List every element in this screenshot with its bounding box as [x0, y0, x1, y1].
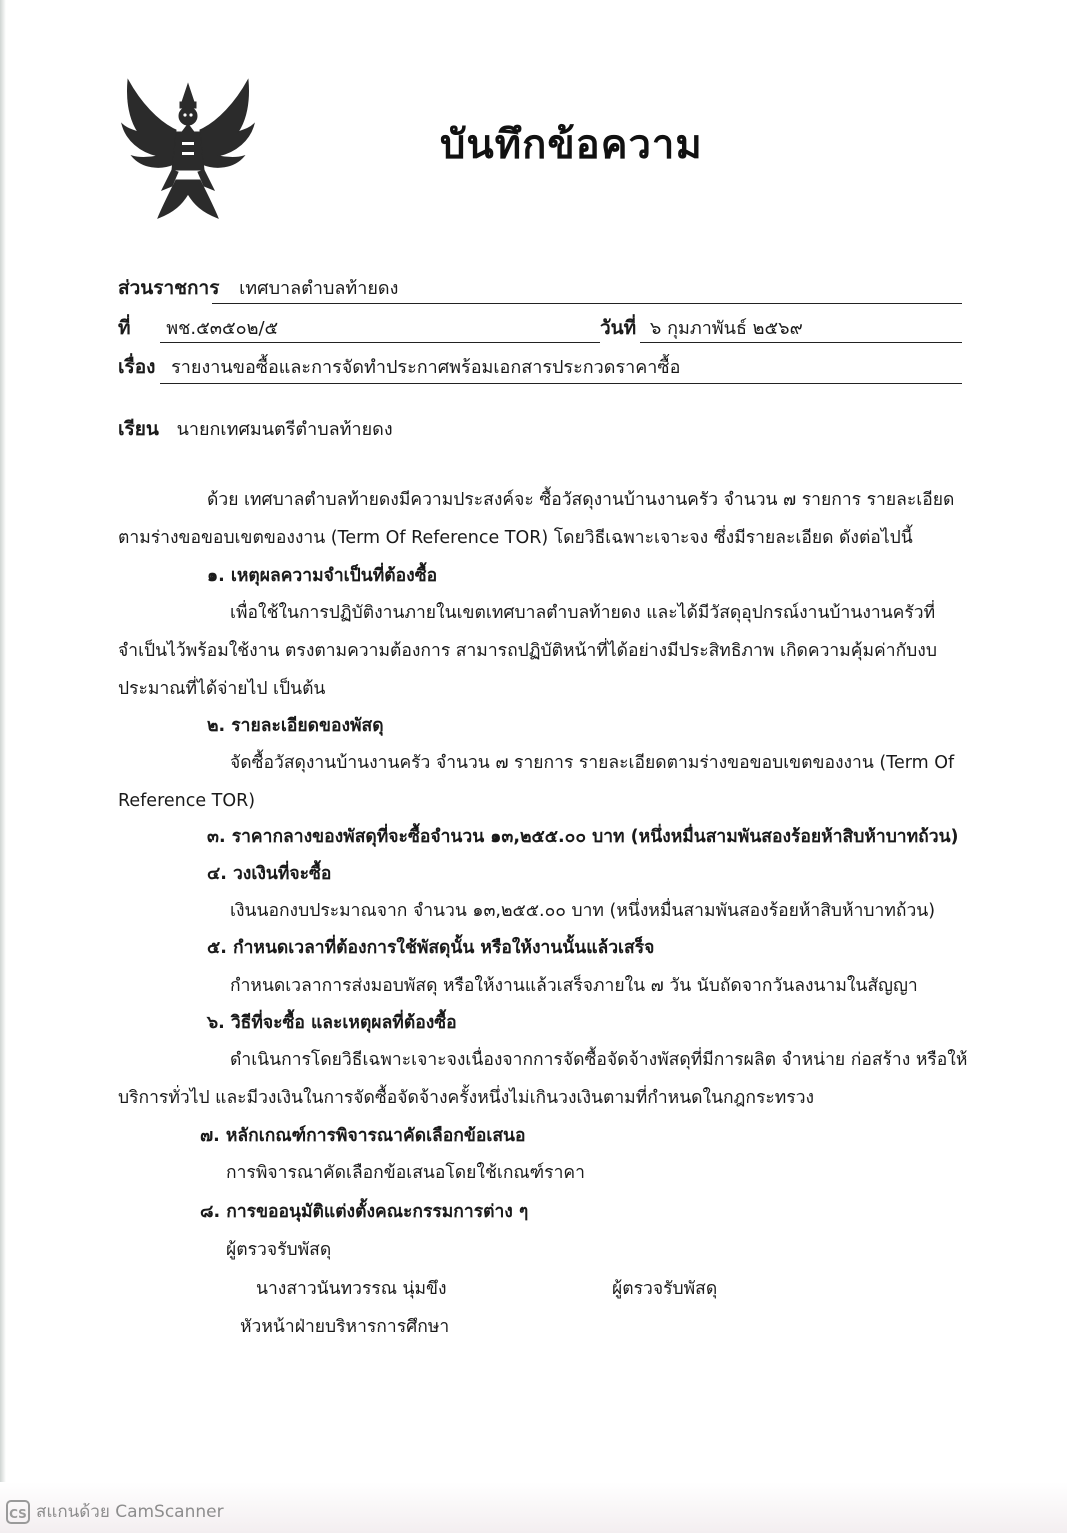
section-5-title: ๕. กำหนดเวลาที่ต้องการใช้พัสดุนั้น หรือให้งานนั้นแล้วเสร็จ — [207, 938, 655, 958]
ref-value: พช.๕๓๕๐๒/๕ — [166, 318, 279, 339]
section-3-title: ๓. ราคากลางของพัสดุที่จะซื้อจำนวน ๑๓,๒๕๕.๐๐ บาท (หนึ่งหมื่นสามพันสองร้อยห้าสิบห้าบาทถ้วน) — [207, 827, 959, 847]
section-1-line-3: ประมาณที่ได้จ่ายไป เป็นต้น — [118, 679, 326, 699]
section-7-title: ๗. หลักเกณฑ์การพิจารณาคัดเลือกข้อเสนอ — [200, 1126, 526, 1146]
section-2-line-1: จัดซื้อวัสดุงานบ้านงานครัว จำนวน ๗ รายการ รายละเอียดตามร่างขอขอบเขตของงาน (Term Of — [230, 753, 955, 773]
ref-row — [118, 313, 278, 343]
section-7-line-1: การพิจารณาคัดเลือกข้อเสนอโดยใช้เกณฑ์ราคา — [226, 1163, 585, 1183]
section-2-line-2: Reference TOR) — [118, 791, 256, 811]
inspector-name: นางสาวนันทวรรณ นุ่มขึง — [256, 1279, 447, 1299]
date-label: วันที่ — [600, 317, 637, 339]
scan-edge-shadow — [0, 0, 6, 1533]
camscanner-text: สแกนด้วย CamScanner — [36, 1502, 224, 1522]
section-8-title: ๘. การขออนุมัติแต่งตั้งคณะกรรมการต่าง ๆ — [200, 1202, 529, 1222]
subject-row — [118, 352, 680, 382]
intro-line-2: ตามร่างขอขอบเขตของงาน (Term Of Reference TOR) โดยวิธีเฉพาะเจาะจง ซึ่งมีรายละเอียด ดังต่อไปนี้ — [118, 528, 913, 548]
section-2-title: ๒. รายละเอียดของพัสดุ — [207, 716, 384, 736]
intro-line-1: ด้วย เทศบาลตำบลท้ายดงมีความประสงค์จะ ซื้อวัสดุงานบ้านงานครัว จำนวน ๗ รายการ รายละเอียด — [207, 490, 955, 510]
subject-value: รายงานขอซื้อและการจัดทำประกาศพร้อมเอกสารประกวดราคาซื้อ — [171, 357, 681, 378]
camscanner-logo-icon: CS — [6, 1500, 30, 1524]
section-4-line-1: เงินนอกงบประมาณจาก จำนวน ๑๓,๒๕๕.๐๐ บาท (หนึ่งหมื่นสามพันสองร้อยห้าสิบห้าบาทถ้วน) — [230, 901, 936, 921]
agency-label: ส่วนราชการ — [118, 277, 220, 299]
agency-row — [118, 273, 398, 303]
section-6-title: ๖. วิธีที่จะซื้อ และเหตุผลที่ต้องซื้อ — [207, 1013, 457, 1033]
subject-label: เรื่อง — [118, 356, 156, 378]
section-8-subtitle: ผู้ตรวจรับพัสดุ — [226, 1240, 332, 1260]
section-1-line-1: เพื่อใช้ในการปฏิบัติงานภายในเขตเทศบาลตำบลท้ายดง และได้มีวัสดุอุปกรณ์งานบ้านงานครัวที่ — [230, 603, 936, 623]
ref-label: ที่ — [118, 317, 131, 339]
to-value: นายกเทศมนตรีตำบลท้ายดง — [176, 419, 393, 440]
date-value: ๖ กุมภาพันธ์ ๒๕๖๙ — [649, 318, 803, 339]
camscanner-watermark — [6, 1498, 224, 1525]
garuda-emblem-icon — [118, 72, 258, 222]
section-1-title: ๑. เหตุผลความจำเป็นที่ต้องซื้อ — [207, 566, 438, 586]
agency-value: เทศบาลตำบลท้ายดง — [239, 278, 399, 299]
ref-underline — [160, 342, 600, 343]
section-6-line-2: บริการทั่วไป และมีวงเงินในการจัดซื้อจัดจ้างครั้งหนึ่งไม่เกินวงเงินตามที่กำหนดในกฎกระทรวง — [118, 1088, 815, 1108]
inspector-role: ผู้ตรวจรับพัสดุ — [612, 1279, 718, 1299]
section-6-line-1: ดำเนินการโดยวิธีเฉพาะเจาะจงเนื่องจากการจัดซื้อจัดจ้างพัสดุที่มีการผลิต จำหน่าย ก่อสร้าง หรือให้ — [230, 1050, 968, 1070]
inspector-position: หัวหน้าฝ่ายบริหารการศึกษา — [240, 1317, 450, 1337]
to-row — [118, 414, 393, 444]
to-label: เรียน — [118, 418, 159, 440]
section-5-line-1: กำหนดเวลาการส่งมอบพัสดุ หรือให้งานแล้วเสร็จภายใน ๗ วัน นับถัดจากวันลงนามในสัญญา — [230, 976, 918, 996]
subject-underline — [160, 383, 962, 384]
agency-underline — [212, 303, 962, 304]
section-1-line-2: จำเป็นไว้พร้อมใช้งาน ตรงตามความต้องการ สามารถปฏิบัติหน้าที่ได้อย่างมีประสิทธิภาพ เกิดความคุ้มค่ากับงบ — [118, 641, 937, 661]
section-4-title: ๔. วงเงินที่จะซื้อ — [207, 864, 332, 884]
date-underline — [640, 342, 962, 343]
document-title: บันทึกข้อความ — [440, 122, 703, 168]
date-row — [600, 313, 803, 343]
